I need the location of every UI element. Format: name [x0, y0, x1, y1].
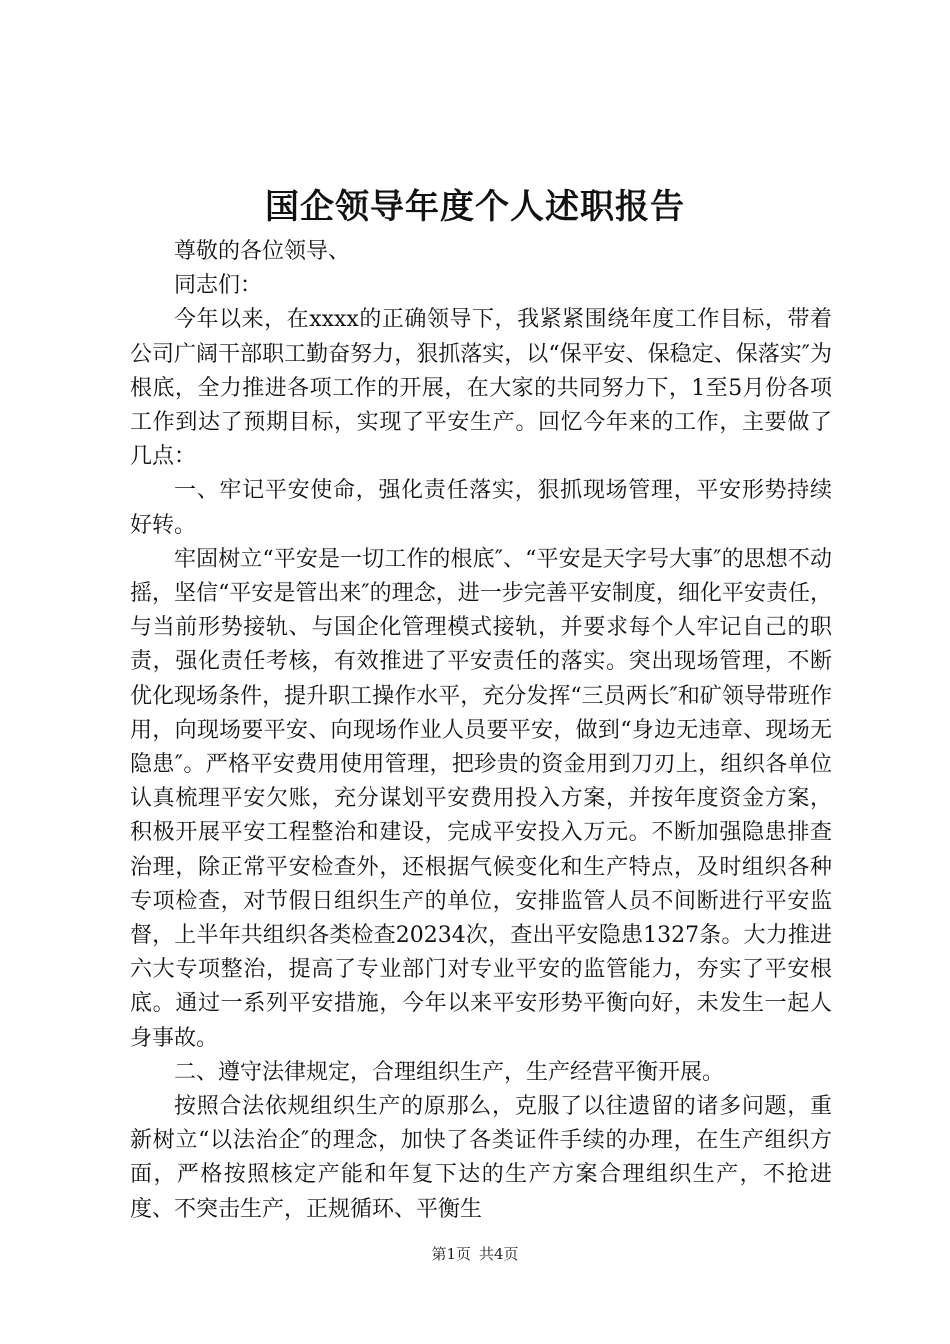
document-title: 国企领导年度个人述职报告 [265, 187, 685, 227]
document-body [130, 235, 832, 1227]
section-heading: 一、牢记平安使命，强化责任落实，狠抓现场管理，平安形势持续好转。 [130, 478, 832, 538]
section-heading: 二、遵守法律规定，合理组织生产，生产经营平衡开展。 [174, 1059, 725, 1085]
body-paragraph: 今年以来，在xxxx的正确领导下，我紧紧围绕年度工作目标，带着公司广阔干部职工勤奋努力，狠抓落实，以“保平安、保稳定、保落实″为根底，全力推进各项工作的开展，在大家的共同努力下，1至5月份各项工作到达了预期目标，实现了平安生产。回忆今年来的工作，主要做了几点： [130, 307, 832, 470]
body-paragraph: 按照合法依规组织生产的原那么，克服了以往遗留的诸多问题，重新树立“以法治企″的理念，加快了各类证件手续的办理，在生产组织方面，严格按照核定产能和年复下达的生产方案合理组织生产，不抢进度、不突击生产，正规循环、平衡生 [130, 1094, 832, 1222]
page-total: 共4页 [479, 1245, 519, 1263]
salutation-line: 尊敬的各位领导、 [174, 239, 351, 264]
body-paragraph: 牢固树立“平安是一切工作的根底″、“平安是天字号大事″的思想不动摇，坚信“平安是管出来″的理念，进一步完善平安制度，细化平安责任，与当前形势接轨、与国企化管理模式接轨，并要求每个人牢记自己的职责，强化责任考核，有效推进了平安责任的落实。突出现场管理，不断优化现场条件，提升职工操作水平，充分发挥“三员两长″和矿领导带班作用，向现场要平安、向现场作业人员要平安，做到“身边无违章、现场无隐患″。严格平安费用使用管理，把珍贵的资金用到刀刃上，组织各单位认真梳理平安欠账，充分谋划平安费用投入方案，并按年度资金方案，积极开展平安工程整治和建设，完成平安投入万元。不断加强隐患排查治理，除正常平安检查外，还根据气候变化和生产特点，及时组织各种专项检查，对节假日组织生产的单位，安排监管人员不间断进行平安监督，上半年共组织各类检查20234次，查出平安隐患1327条。大力推进六大专项整治，提高了专业部门对专业平安的监管能力，夯实了平安根底。通过一系列平安措施，今年以来平安形势平衡向好，未发生一起人身事故。 [130, 546, 832, 1051]
page-footer [0, 1243, 950, 1265]
page-number: 第1页 [431, 1245, 471, 1263]
salutation-line: 同志们： [174, 273, 263, 299]
